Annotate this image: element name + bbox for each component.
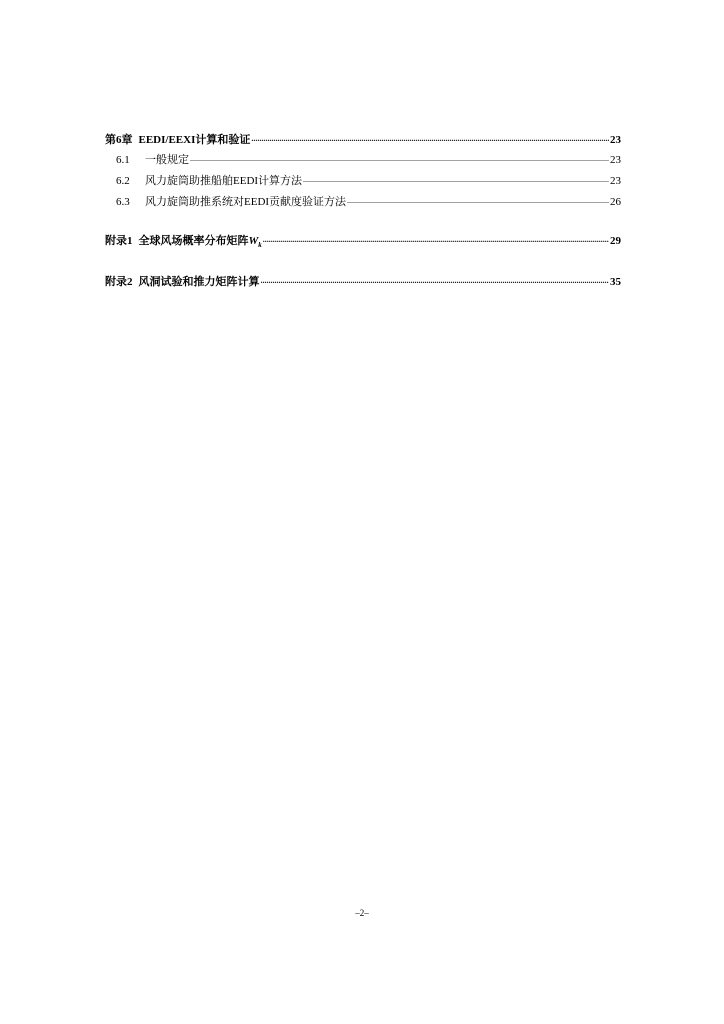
toc-entry-page: 35	[610, 276, 621, 289]
math-symbol-w	[248, 235, 262, 250]
toc-entry-page: 23	[610, 154, 621, 166]
math-symbol-subscript: k	[258, 241, 262, 250]
toc-entry-title: 风力旋筒助推系统对EEDI贡献度验证方法	[145, 196, 347, 208]
math-symbol-base: W	[248, 235, 259, 247]
toc-entry-page: 23	[610, 134, 621, 146]
toc-entry-title	[139, 234, 262, 252]
toc-entry-section-6-3[interactable]	[105, 194, 621, 209]
toc-dot-leader	[261, 274, 610, 285]
toc-dot-leader	[190, 152, 609, 163]
table-of-contents	[105, 126, 621, 289]
toc-entry-title: 风洞试验和推力矩阵计算	[138, 276, 260, 289]
toc-entry-appendix-2[interactable]	[105, 274, 621, 289]
toc-entry-number: 6.2	[116, 175, 130, 187]
toc-entry-title: 风力旋筒助推船舶EEDI计算方法	[145, 175, 303, 187]
toc-dot-leader	[251, 132, 609, 143]
toc-entry-number: 附录1	[105, 235, 133, 247]
toc-entry-page: 26	[610, 196, 621, 208]
toc-entry-number: 6.1	[116, 154, 130, 166]
toc-entry-chapter-6[interactable]	[105, 132, 621, 147]
toc-dot-leader	[347, 194, 609, 205]
toc-entry-title: EEDI/EEXI计算和验证	[138, 134, 251, 146]
toc-entry-section-6-2[interactable]	[105, 173, 621, 188]
toc-entry-page: 29	[610, 235, 621, 247]
toc-dot-leader	[263, 233, 609, 244]
toc-entry-number: 6.3	[116, 196, 130, 208]
toc-entry-number: 附录2	[105, 276, 133, 289]
toc-entry-section-6-1[interactable]	[105, 152, 621, 167]
toc-dot-leader	[303, 173, 609, 184]
toc-entry-page: 23	[610, 175, 621, 187]
toc-entry-appendix-1[interactable]	[105, 233, 621, 252]
toc-entry-number: 第6章	[105, 134, 133, 146]
page-number: –2–	[355, 908, 369, 918]
toc-entry-title: 一般规定	[145, 154, 189, 166]
toc-entry-title-text: 全球风场概率分布矩阵	[138, 235, 249, 247]
